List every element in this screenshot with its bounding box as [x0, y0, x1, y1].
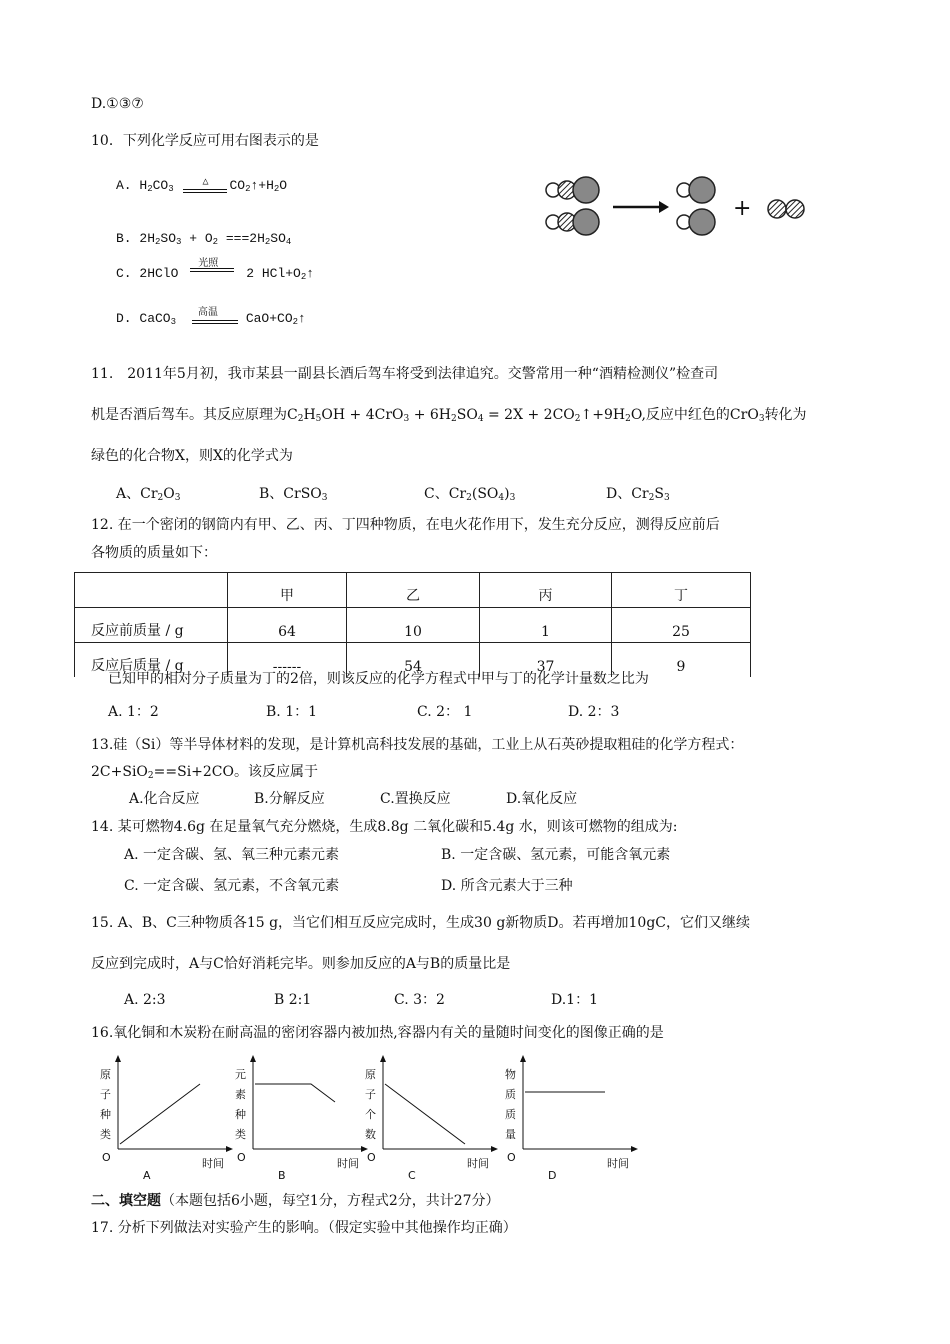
reactant-molecule-1	[546, 177, 599, 203]
y-axis-label-char: 个	[365, 1108, 376, 1121]
q15-option-b: B 2:1	[274, 992, 312, 1008]
plus-sign: +	[733, 196, 752, 221]
light-condition: 光照	[198, 259, 219, 270]
series-line	[255, 1084, 335, 1102]
x-axis-label: 时间	[202, 1157, 224, 1170]
mass-table	[74, 572, 751, 677]
x-axis-label: 时间	[337, 1157, 359, 1170]
table-cell: ------	[228, 643, 347, 678]
q10-option-c: C. 2HClO 光照 2 $HCl+O_2↑$	[116, 264, 314, 287]
molecule-reaction-diagram	[535, 172, 815, 242]
table-cell: 甲	[228, 573, 347, 608]
q11-option-d: D、$Cr_2S_3$	[606, 486, 670, 503]
origin-label: O	[102, 1151, 111, 1164]
graph-letter: B	[278, 1169, 286, 1182]
y-axis-arrow	[520, 1055, 526, 1062]
y-axis-label-char: 子	[365, 1088, 376, 1101]
x-axis-arrow	[226, 1146, 233, 1152]
y-axis-label-char: 质	[505, 1088, 516, 1101]
y-axis-label-char: 原	[100, 1068, 111, 1081]
q12-option-d: D. 2：3	[568, 704, 620, 720]
y-axis-label-char: 种	[235, 1108, 246, 1121]
q13-option-a: A.化合反应	[129, 791, 200, 807]
y-axis-label-char: 质	[505, 1108, 516, 1121]
q11-option-a: A、$Cr_2O_3$	[116, 486, 181, 503]
q13-option-b: B.分解反应	[254, 791, 325, 807]
q14-stem: 14. 某可燃物4.6g 在足量氧气充分燃烧，生成8.8g 二氧化碳和5.4g 水，则该可燃物的组成为:	[91, 819, 678, 835]
y-axis-arrow	[380, 1055, 386, 1062]
section2-heading: 二、填空题（本题包括6小题，每空1分，方程式2分，共计27分）	[91, 1193, 500, 1209]
q16-stem: 16.氧化铜和木炭粉在耐高温的密闭容器内被加热,容器内有关的量随时间变化的图像正确的是	[91, 1025, 664, 1041]
q15-line1: 15. A、B、C三种物质各15 g，当它们相互反应完成时，生成30 g新物质D。若再增加10gC，它们又继续	[91, 915, 750, 931]
q11-line2: 机是否酒后驾车。其反应原理为$C_2H_5OH + 4CrO_3 + 6H_2SO_4 = 2X$ + $2CO_2↑+9H_2O$,反应中红色的CrO$_3$转化为	[91, 407, 807, 424]
q12-option-c: C. 2： 1	[417, 704, 473, 720]
y-axis-label-char: 种	[100, 1108, 111, 1121]
q11-option-c: C、$Cr_2(SO_4)_3$	[424, 486, 516, 503]
q12-line1: 12. 在一个密闭的钢筒内有甲、乙、丙、丁四种物质，在电火花作用下，发生充分反应，测得反应前后	[91, 517, 720, 533]
heat-condition: △	[202, 177, 209, 188]
y-axis-label-char: 类	[235, 1128, 246, 1141]
table-cell: 丁	[612, 573, 751, 608]
product-molecule-1	[677, 177, 715, 203]
table-cell: 54	[347, 643, 480, 678]
q13-line2: 2C+SiO$_2$==Si+2CO。该反应属于	[91, 764, 318, 781]
table-cell: 37	[480, 643, 612, 678]
table-row	[75, 608, 751, 643]
y-axis-label-char: 数	[365, 1128, 376, 1141]
reactant-molecule-2	[546, 209, 599, 235]
table-cell: 乙	[347, 573, 480, 608]
q14-option-b: B. 一定含碳、氢元素，可能含氧元素	[441, 847, 671, 863]
y-axis-arrow	[250, 1055, 256, 1062]
y-axis-label-char: 类	[100, 1128, 111, 1141]
q13-option-d: D.氧化反应	[506, 791, 578, 807]
x-axis-label: 时间	[467, 1157, 489, 1170]
q15-option-a: A. 2:3	[124, 992, 166, 1008]
q12-option-b: B. 1：1	[266, 704, 318, 720]
reaction-arrow	[613, 201, 669, 213]
product-molecule-2	[677, 209, 715, 235]
q9-option-d: D.①③⑦	[91, 96, 144, 112]
q17-stem: 17. 分析下列做法对实验产生的影响。（假定实验中其他操作均正确）	[91, 1220, 517, 1236]
y-axis-arrow	[115, 1055, 121, 1062]
y-axis-label-char: 物	[505, 1068, 516, 1081]
q15-line2: 反应到完成时，A与C恰好消耗完毕。则参加反应的A与B的质量比是	[91, 956, 511, 972]
q10-option-b: B. $2H_2SO_3 + O_2 ===2H_2SO_4$	[116, 231, 292, 247]
y-axis-label-char: 素	[235, 1088, 246, 1101]
y-axis-label-char: 原	[365, 1068, 376, 1081]
graph-letter: D	[548, 1169, 557, 1182]
q13-option-c: C.置换反应	[380, 791, 451, 807]
table-cell: 反应前质量 / g	[75, 608, 228, 643]
table-cell: 9	[612, 643, 751, 678]
table-cell: 64	[228, 608, 347, 643]
q10-stem: 10．下列化学反应可用右图表示的是	[91, 133, 319, 149]
series-line	[385, 1084, 465, 1144]
table-header-row	[75, 573, 751, 608]
table-cell: 反应后质量 / g	[75, 643, 228, 678]
origin-label: O	[507, 1151, 516, 1164]
table-cell	[75, 573, 228, 608]
q11-line1: 11. 2011年5月初，我市某县一副县长酒后驾车将受到法律追究。交警常用一种“酒精检测仪”检查司	[91, 366, 719, 382]
q15-option-c: C. 3：2	[394, 992, 445, 1008]
q12-after-text: 已知甲的相对分子质量为丁的2倍，则该反应的化学方程式中甲与丁的化学计量数之比为	[108, 671, 649, 687]
x-axis-arrow	[631, 1146, 638, 1152]
graph-letter: C	[408, 1169, 416, 1182]
q11-option-b: B、CrSO$_3$	[259, 486, 328, 503]
table-cell: 10	[347, 608, 480, 643]
q15-option-d: D.1：1	[551, 992, 598, 1008]
q11-line3: 绿色的化合物X，则X的化学式为	[91, 448, 293, 464]
q14-option-a: A. 一定含碳、氢、氧三种元素元素	[124, 847, 340, 863]
y-axis-label-char: 量	[505, 1128, 516, 1141]
table-cell: 1	[480, 608, 612, 643]
product-molecule-3	[768, 200, 804, 218]
x-axis-label: 时间	[607, 1157, 629, 1170]
series-line	[120, 1084, 200, 1144]
q10-option-d: D. CaCO$_3$ 高温 $CaO+CO_2↑$	[116, 309, 306, 332]
q12-option-a: A. 1：2	[108, 704, 159, 720]
q14-option-c: C. 一定含碳、氢元素，不含氧元素	[124, 878, 340, 894]
table-cell: 丙	[480, 573, 612, 608]
origin-label: O	[237, 1151, 246, 1164]
origin-label: O	[367, 1151, 376, 1164]
table-cell: 25	[612, 608, 751, 643]
high-temp-condition: 高温	[197, 308, 218, 319]
q14-option-d: D. 所含元素大于三种	[441, 878, 573, 894]
q10-option-a: A. $H_2CO_3$ △ $CO_2↑+H_2O$	[116, 176, 287, 199]
q12-line2: 各物质的质量如下：	[91, 545, 217, 561]
y-axis-label-char: 子	[100, 1088, 111, 1101]
graph-letter: A	[143, 1169, 151, 1182]
q16-graphs	[100, 1052, 640, 1182]
y-axis-label-char: 元	[235, 1068, 246, 1081]
q13-line1: 13.硅（Si）等半导体材料的发现，是计算机高科技发展的基础，工业上从石英砂提取粗硅的化学方程式：	[91, 737, 744, 753]
x-axis-arrow	[491, 1146, 498, 1152]
